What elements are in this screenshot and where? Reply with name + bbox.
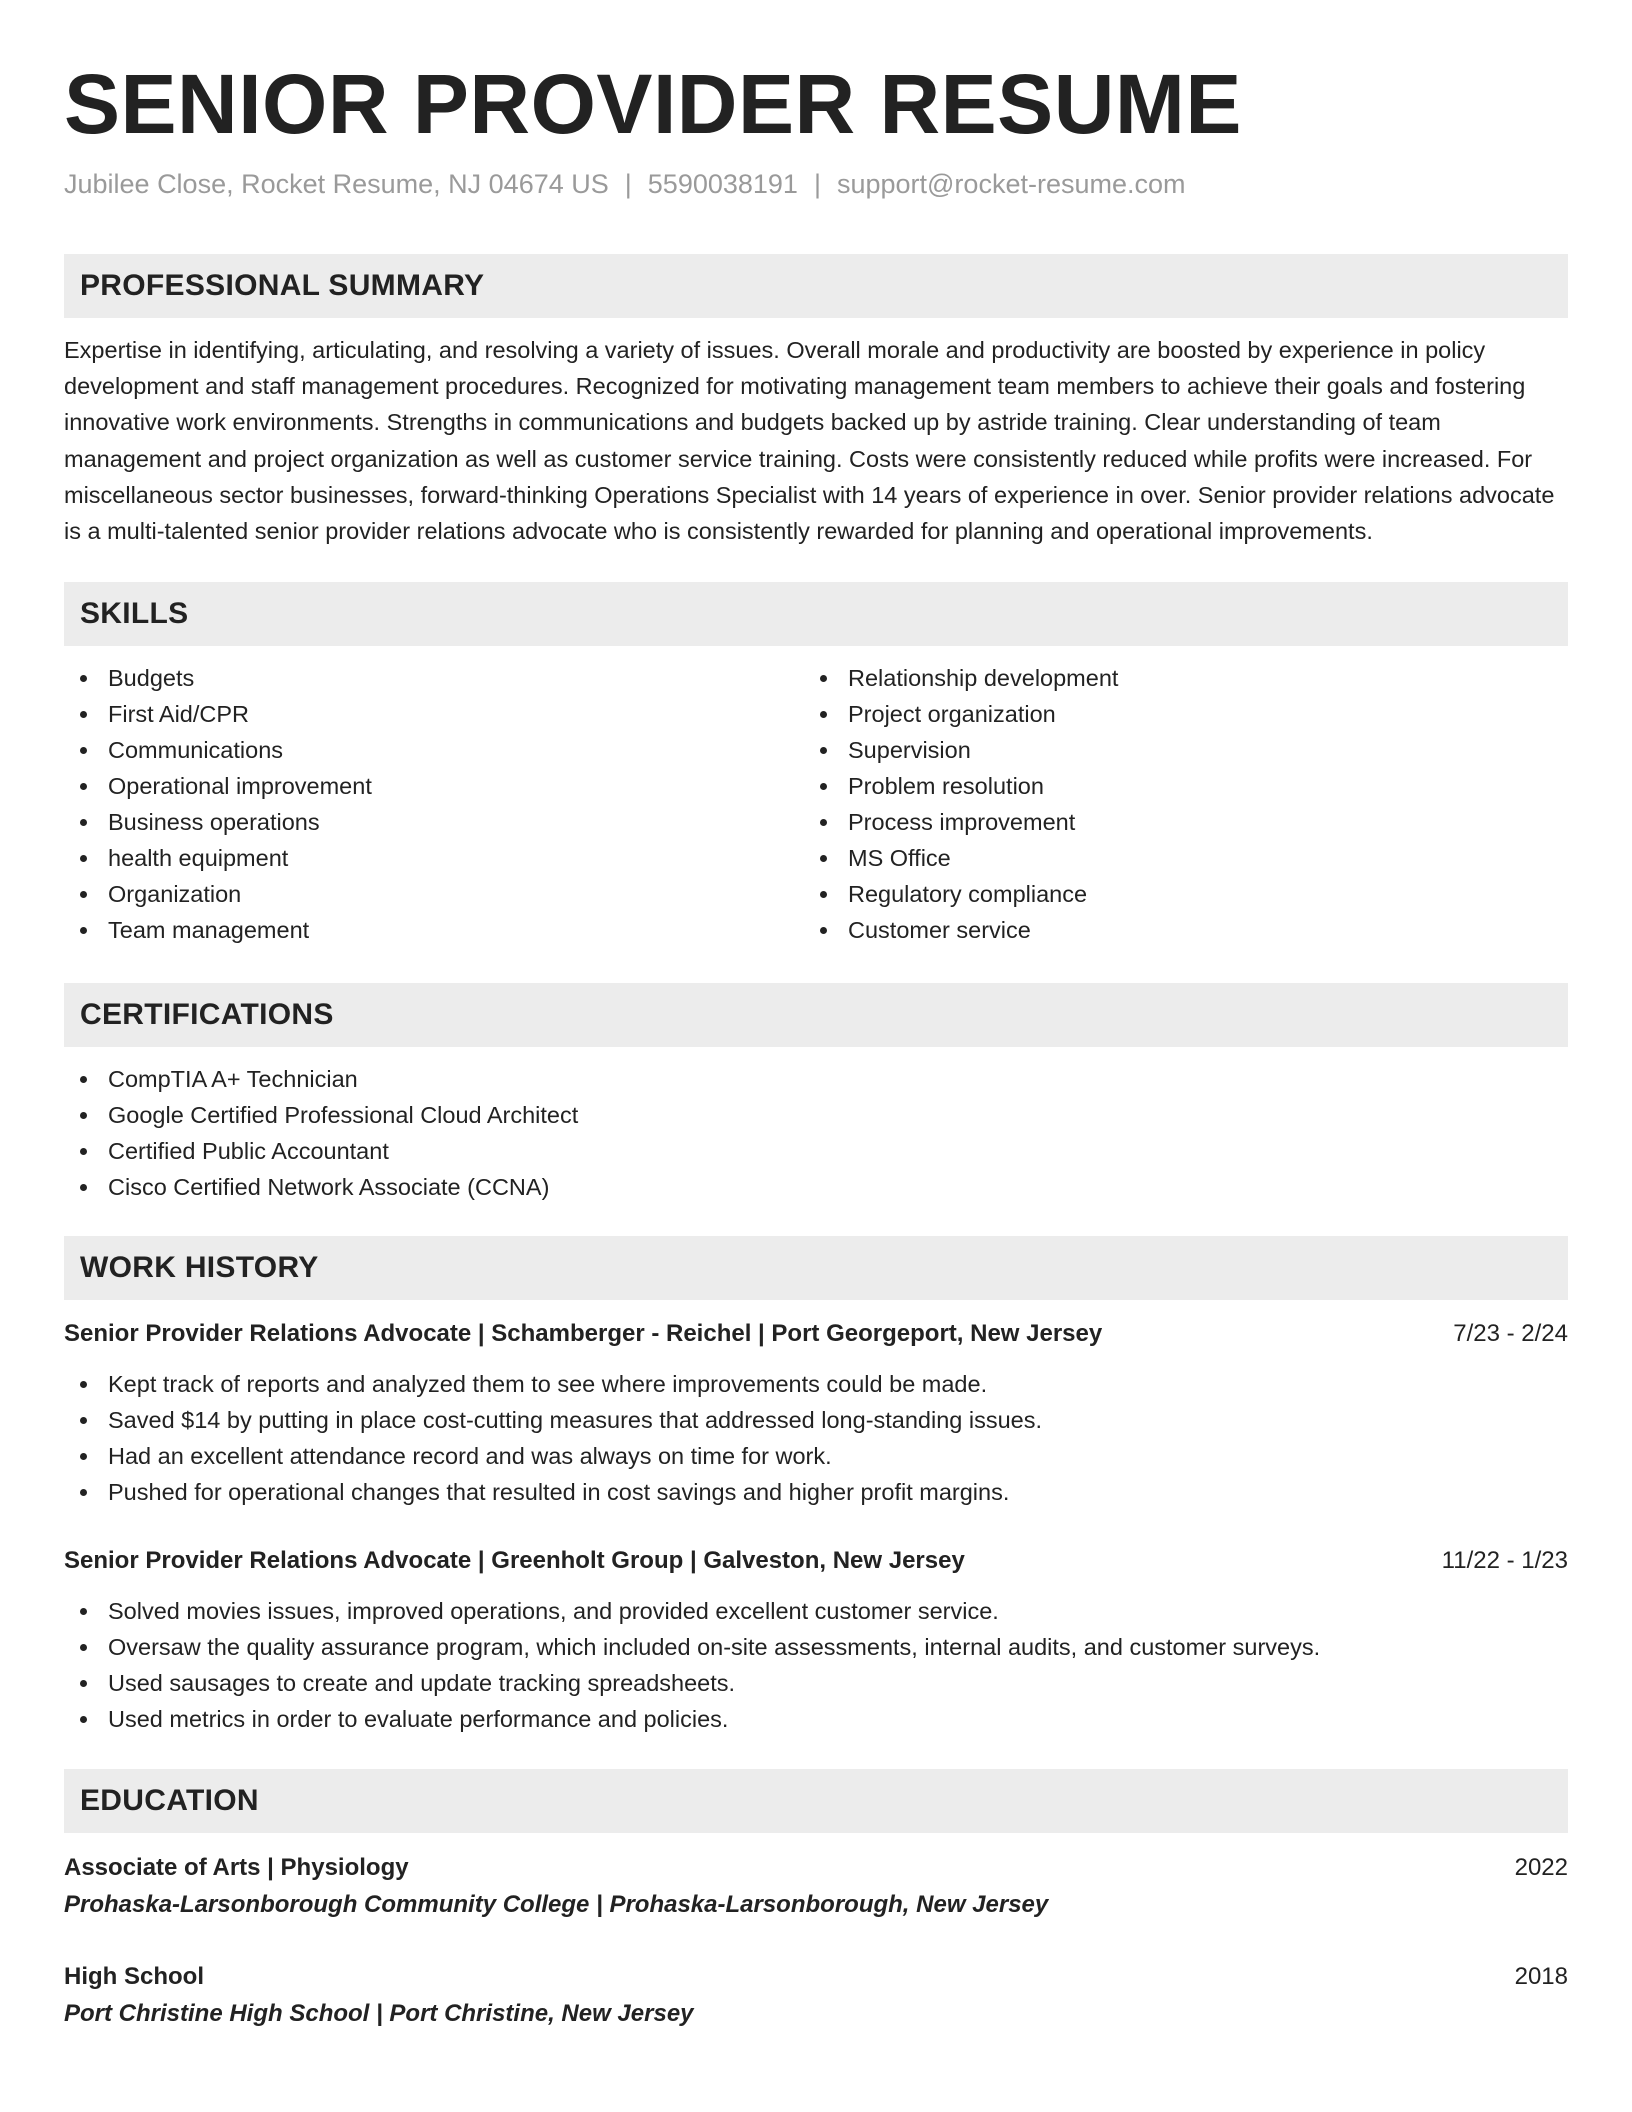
job-header (64, 1543, 1568, 1579)
job-bullet: Had an excellent attendance record and was always on time for work. (64, 1438, 1568, 1474)
skill-item: MS Office (804, 840, 1556, 876)
section-header-work-history: WORK HISTORY (64, 1236, 1568, 1300)
job-bullet: Kept track of reports and analyzed them to see where improvements could be made. (64, 1366, 1568, 1402)
resume-title: SENIOR PROVIDER RESUME (64, 57, 1242, 151)
skill-item: health equipment (64, 840, 816, 876)
job-bullet: Used metrics in order to evaluate performance and policies. (64, 1701, 1568, 1737)
summary-text: Expertise in identifying, articulating, and resolving a variety of issues. Overall morale and productivity are boosted by experience in policy development and staff management procedures. Recognized for motivating management team members to achieve their goals and fostering innovative work environments. Strengths in communications and budgets backed up by astride training. Clear understanding of team management and project organization as well as customer service training. Costs were consistently reduced while profits were increased. For miscellaneous sector businesses, forward-thinking Operations Specialist with 14 years of experience in over. Senior provider relations advocate is a multi-talented senior provider relations advocate who is consistently rewarded for planning and operational improvements. (64, 337, 1555, 545)
education-year: 2022 (1514, 1854, 1568, 1882)
skill-item: Organization (64, 876, 816, 912)
job-entry (64, 1543, 1568, 1737)
education-degree: High School (64, 1963, 204, 1991)
job-header (64, 1316, 1568, 1352)
section-header-certifications: CERTIFICATIONS (64, 983, 1568, 1047)
education-degree: Associate of Arts | Physiology (64, 1854, 409, 1882)
skill-item: Relationship development (804, 660, 1556, 696)
job-entry (64, 1316, 1568, 1510)
job-bullet: Solved movies issues, improved operations, and provided excellent customer service. (64, 1593, 1568, 1629)
skill-item: Business operations (64, 804, 816, 840)
education-header (64, 1849, 1568, 1886)
section-header-summary: PROFESSIONAL SUMMARY (64, 254, 1568, 318)
contact-separator: | (624, 169, 632, 199)
skill-item: Regulatory compliance (804, 876, 1556, 912)
skill-item: Team management (64, 912, 816, 948)
job-dates: 7/23 - 2/24 (1453, 1320, 1568, 1348)
skills-list-left (64, 660, 816, 948)
skill-item: Customer service (804, 912, 1556, 948)
education-school: Port Christine High School | Port Christine, New Jersey (64, 2000, 694, 2028)
contact-line (64, 164, 1568, 204)
education-year: 2018 (1514, 1963, 1568, 1991)
skill-item: Problem resolution (804, 768, 1556, 804)
job-title: Senior Provider Relations Advocate | Greenholt Group | Galveston, New Jersey (64, 1547, 965, 1575)
education-entry (64, 1849, 1568, 1923)
skill-item: Supervision (804, 732, 1556, 768)
skill-item: Operational improvement (64, 768, 816, 804)
contact-separator: | (813, 169, 821, 199)
education-header (64, 1958, 1568, 1995)
skills-list-right (804, 660, 1556, 948)
contact-phone: 5590038191 (647, 169, 798, 199)
section-header-skills: SKILLS (64, 582, 1568, 646)
job-title: Senior Provider Relations Advocate | Schamberger - Reichel | Port Georgeport, New Jersey (64, 1320, 1103, 1348)
skill-item: Project organization (804, 696, 1556, 732)
education-entry (64, 1958, 1568, 2032)
certification-item: CompTIA A+ Technician (64, 1061, 1568, 1097)
skills-grid (64, 660, 1568, 948)
skill-item: Budgets (64, 660, 816, 696)
certification-item: Google Certified Professional Cloud Architect (64, 1097, 1568, 1133)
contact-email: support@rocket-resume.com (836, 169, 1186, 199)
certification-item: Cisco Certified Network Associate (CCNA) (64, 1169, 1568, 1205)
skill-item: First Aid/CPR (64, 696, 816, 732)
certifications-list (64, 1061, 1568, 1205)
job-bullets (64, 1593, 1568, 1737)
education-school: Prohaska-Larsonborough Community College | Prohaska-Larsonborough, New Jersey (64, 1891, 1049, 1919)
job-bullet: Pushed for operational changes that resulted in cost savings and higher profit margins. (64, 1474, 1568, 1510)
skill-item: Process improvement (804, 804, 1556, 840)
certification-item: Certified Public Accountant (64, 1133, 1568, 1169)
job-dates: 11/22 - 1/23 (1441, 1547, 1568, 1575)
job-bullet: Saved $14 by putting in place cost-cutting measures that addressed long-standing issues. (64, 1402, 1568, 1438)
job-bullets (64, 1366, 1568, 1510)
skill-item: Communications (64, 732, 816, 768)
job-bullet: Oversaw the quality assurance program, which included on-site assessments, internal audits, and customer surveys. (64, 1629, 1568, 1665)
contact-address: Jubilee Close, Rocket Resume, NJ 04674 US (64, 169, 609, 199)
job-bullet: Used sausages to create and update tracking spreadsheets. (64, 1665, 1568, 1701)
section-header-education: EDUCATION (64, 1769, 1568, 1833)
